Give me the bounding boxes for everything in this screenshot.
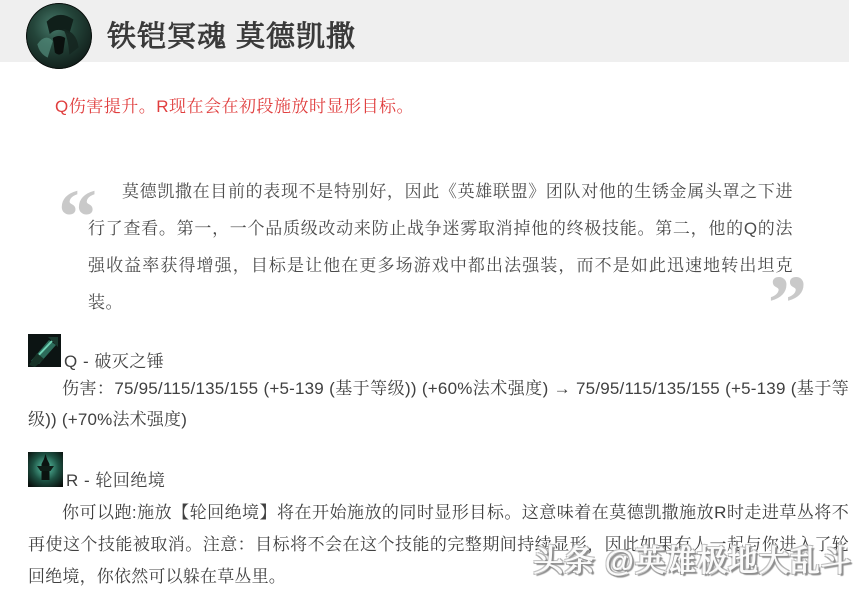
patch-summary-text: Q伤害提升。R现在会在初段施放时显形目标。 bbox=[55, 97, 414, 116]
q-ability-label: Q - 破灭之锤 bbox=[64, 352, 165, 371]
q-hammer-icon bbox=[28, 334, 61, 367]
q-ability-description: 伤害：75/95/115/135/155 (+5-139 (基于等级)) (+60%法术强度) → 75/95/115/135/155 (+5-139 (基于等级)) (+70%法术强度) bbox=[28, 379, 849, 429]
champion-avatar bbox=[26, 3, 92, 69]
q-ability-icon bbox=[28, 334, 61, 367]
r-ability-label: R - 轮回绝境 bbox=[66, 471, 166, 490]
r-realm-icon bbox=[28, 452, 63, 487]
designer-quote: 莫德凯撒在目前的表现不是特别好，因此《英雄联盟》团队对他的生锈金属头罩之下进行了查看。第一，一个品质级改动来防止战争迷雾取消掉他的终极技能。第二，他的Q的法强收益率获得增强，目标是让他在更多场游戏中都出法强装，而不是如此迅速地转出坦克装。 bbox=[88, 182, 793, 312]
toutiao-watermark: 头条 @英雄极地大乱斗 bbox=[533, 545, 852, 578]
page-title: 铁铠冥魂 莫德凯撒 bbox=[107, 21, 357, 53]
mordekaiser-portrait-icon bbox=[26, 3, 92, 69]
r-ability-description: 你可以跑:施放【轮回绝境】将在开始施放的同时显形目标。这意味着在莫德凯撒施放R时走进草丛将不再使这个技能被取消。注意：目标将不会在这个技能的完整期间持续显形，因此如果有人一起与你进入了轮回绝境，你依然可以躲在草丛里。 bbox=[28, 503, 849, 586]
open-quote-icon: “ bbox=[58, 173, 97, 260]
r-ability-icon bbox=[28, 452, 63, 487]
close-quote-icon: ” bbox=[768, 259, 807, 346]
